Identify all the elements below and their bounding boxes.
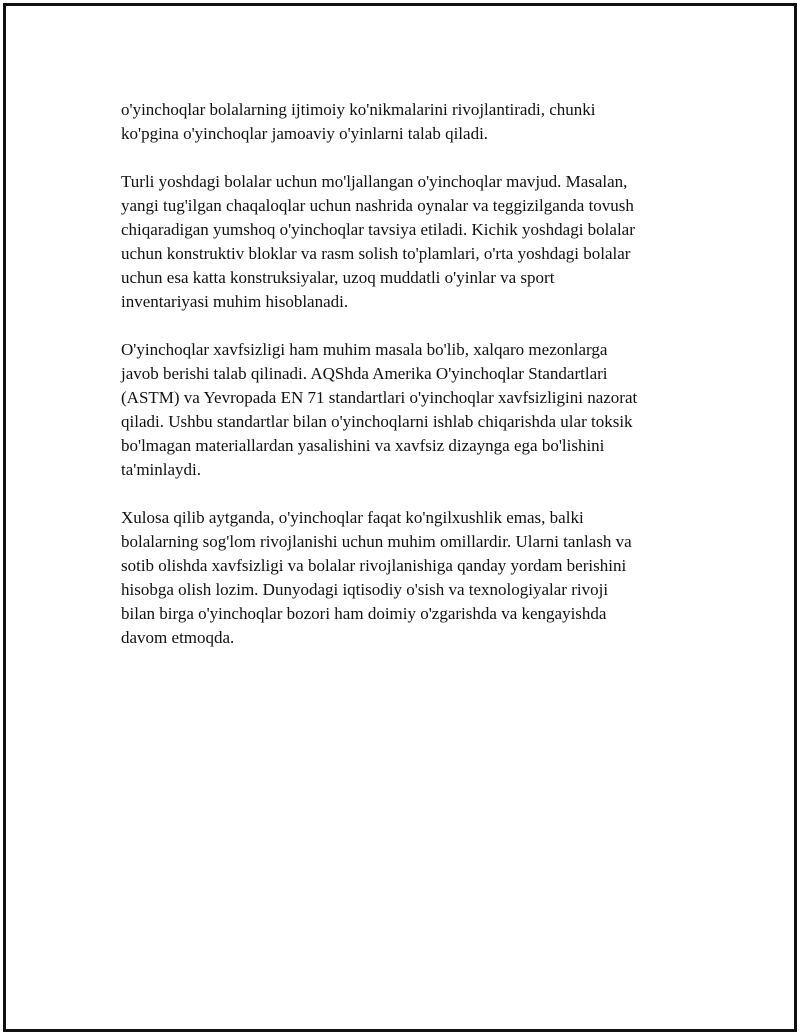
paragraph-3: O'yinchoqlar xavfsizligi ham muhim masala bo'lib, xalqaro mezonlarga javob berishi talab qilinadi. AQShda Amerika O'yinchoqlar Standartlari (ASTM) va Yevropada EN 71 standartlari o'yinchoqlar xavfsizligini nazorat qiladi. Ushbu standartlar bilan o'yinchoqlarni ishlab chiqarishda ular toksik bo'lmagan materiallardan yasalishini va xavfsiz dizaynga ega bo'lishini ta'minlaydi. bbox=[121, 340, 638, 479]
paragraph-2: Turli yoshdagi bolalar uchun mo'ljallangan o'yinchoqlar mavjud. Masalan, yangi tug'ilgan chaqaloqlar uchun nashrida oynalar va teggizilganda tovush chiqaradigan yumshoq o'yinchoqlar tavsiya etiladi. Kichik yoshdagi bolalar uchun konstruktiv bloklar va rasm solish to'plamlari, o'rta yoshdagi bolalar uchun esa katta konstruksiyalar, uzoq muddatli o'yinlar va sport inventariyasi muhim hisoblanadi. bbox=[121, 172, 635, 311]
paragraph-1: o'yinchoqlar bolalarning ijtimoiy ko'nikmalarini rivojlantiradi, chunki ko'pgina o'yinchoqlar jamoaviy o'yinlarni talab qiladi. bbox=[121, 100, 596, 143]
paragraph-4: Xulosa qilib aytganda, o'yinchoqlar faqat ko'ngilxushlik emas, balki bolalarning sog'lom rivojlanishi uchun muhim omillardir. Ularni tanlash va sotib olishda xavfsizligi va bolalar rivojlanishiga qanday yordam berishini hisobga olish lozim. Dunyodagi iqtisodiy o'sish va texnologiyalar rivoji bilan birga o'yinchoqlar bozori ham doimiy o'zgarishda va kengayishda davom etmoqda. bbox=[121, 508, 632, 647]
document-body bbox=[121, 98, 711, 674]
page-frame bbox=[3, 3, 797, 1032]
